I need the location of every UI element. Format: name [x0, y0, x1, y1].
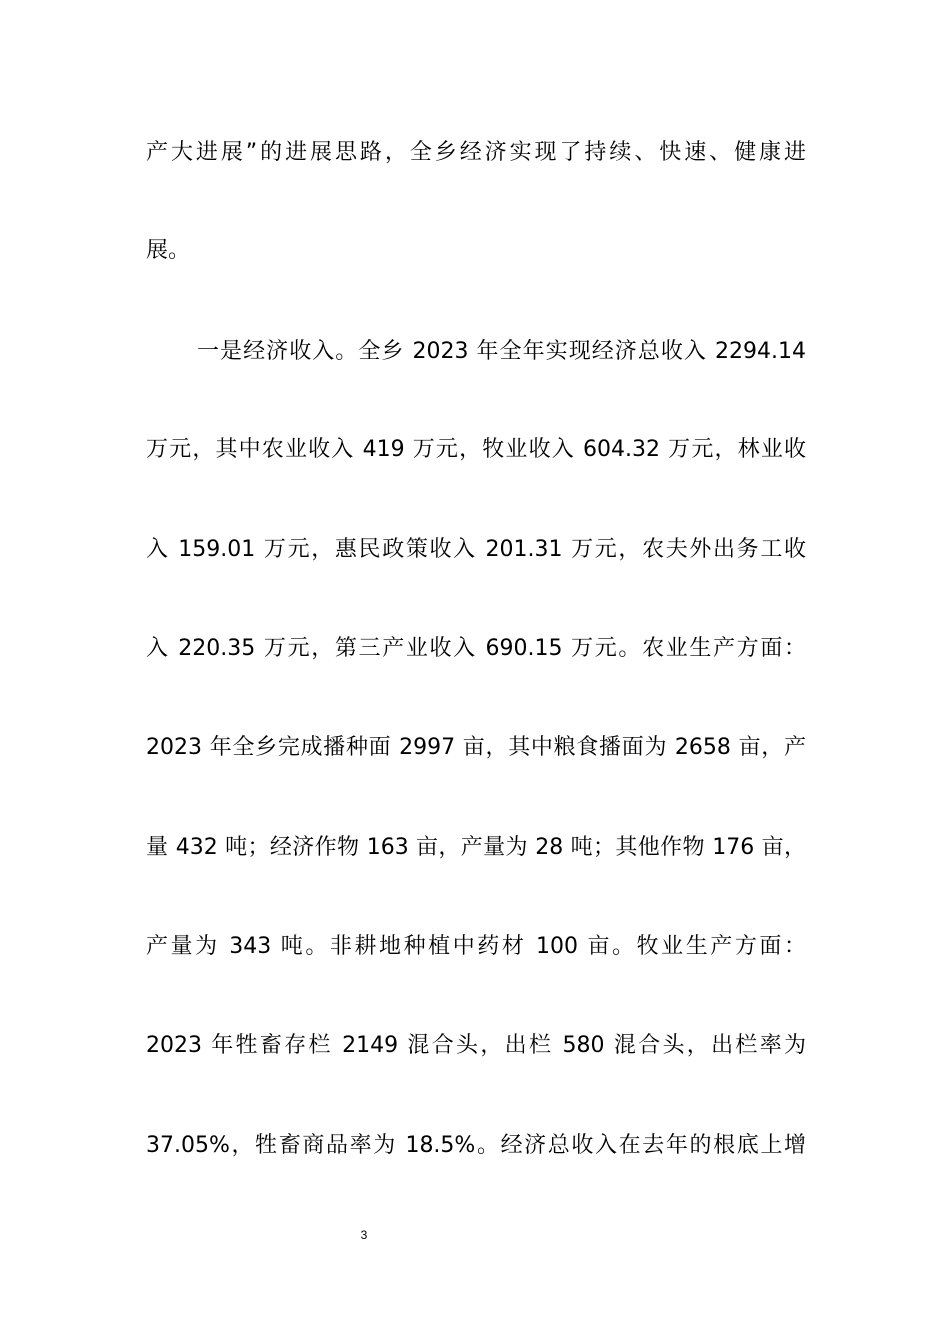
- paragraph-line-7: 2023 年全乡完成播种面 2997 亩，其中粮食播面为 2658 亩，产: [146, 735, 806, 760]
- paragraph-line-2: 展。: [146, 238, 191, 263]
- paragraph-line-3: 一是经济收入。全乡 2023 年全年实现经济总收入 2294.14: [197, 339, 806, 364]
- paragraph-line-1: 产大进展”的进展思路，全乡经济实现了持续、快速、健康进: [146, 140, 806, 165]
- paragraph-line-5: 入 159.01 万元，惠民政策收入 201.31 万元，农夫外出务工收: [146, 537, 806, 562]
- paragraph-line-9: 产量为 343 吨。非耕地种植中药材 100 亩。牧业生产方面：: [146, 934, 806, 959]
- paragraph-line-8: 量 432 吨；经济作物 163 亩，产量为 28 吨；其他作物 176 亩，: [146, 835, 806, 860]
- paragraph-line-6: 入 220.35 万元，第三产业收入 690.15 万元。农业生产方面：: [146, 636, 806, 661]
- page-number: 3: [360, 1228, 368, 1242]
- paragraph-line-10: 2023 年牲畜存栏 2149 混合头，出栏 580 混合头，出栏率为: [146, 1033, 806, 1058]
- paragraph-line-11: 37.05%，牲畜商品率为 18.5%。经济总收入在去年的根底上增: [146, 1133, 806, 1158]
- paragraph-line-4: 万元，其中农业收入 419 万元，牧业收入 604.32 万元，林业收: [146, 437, 806, 462]
